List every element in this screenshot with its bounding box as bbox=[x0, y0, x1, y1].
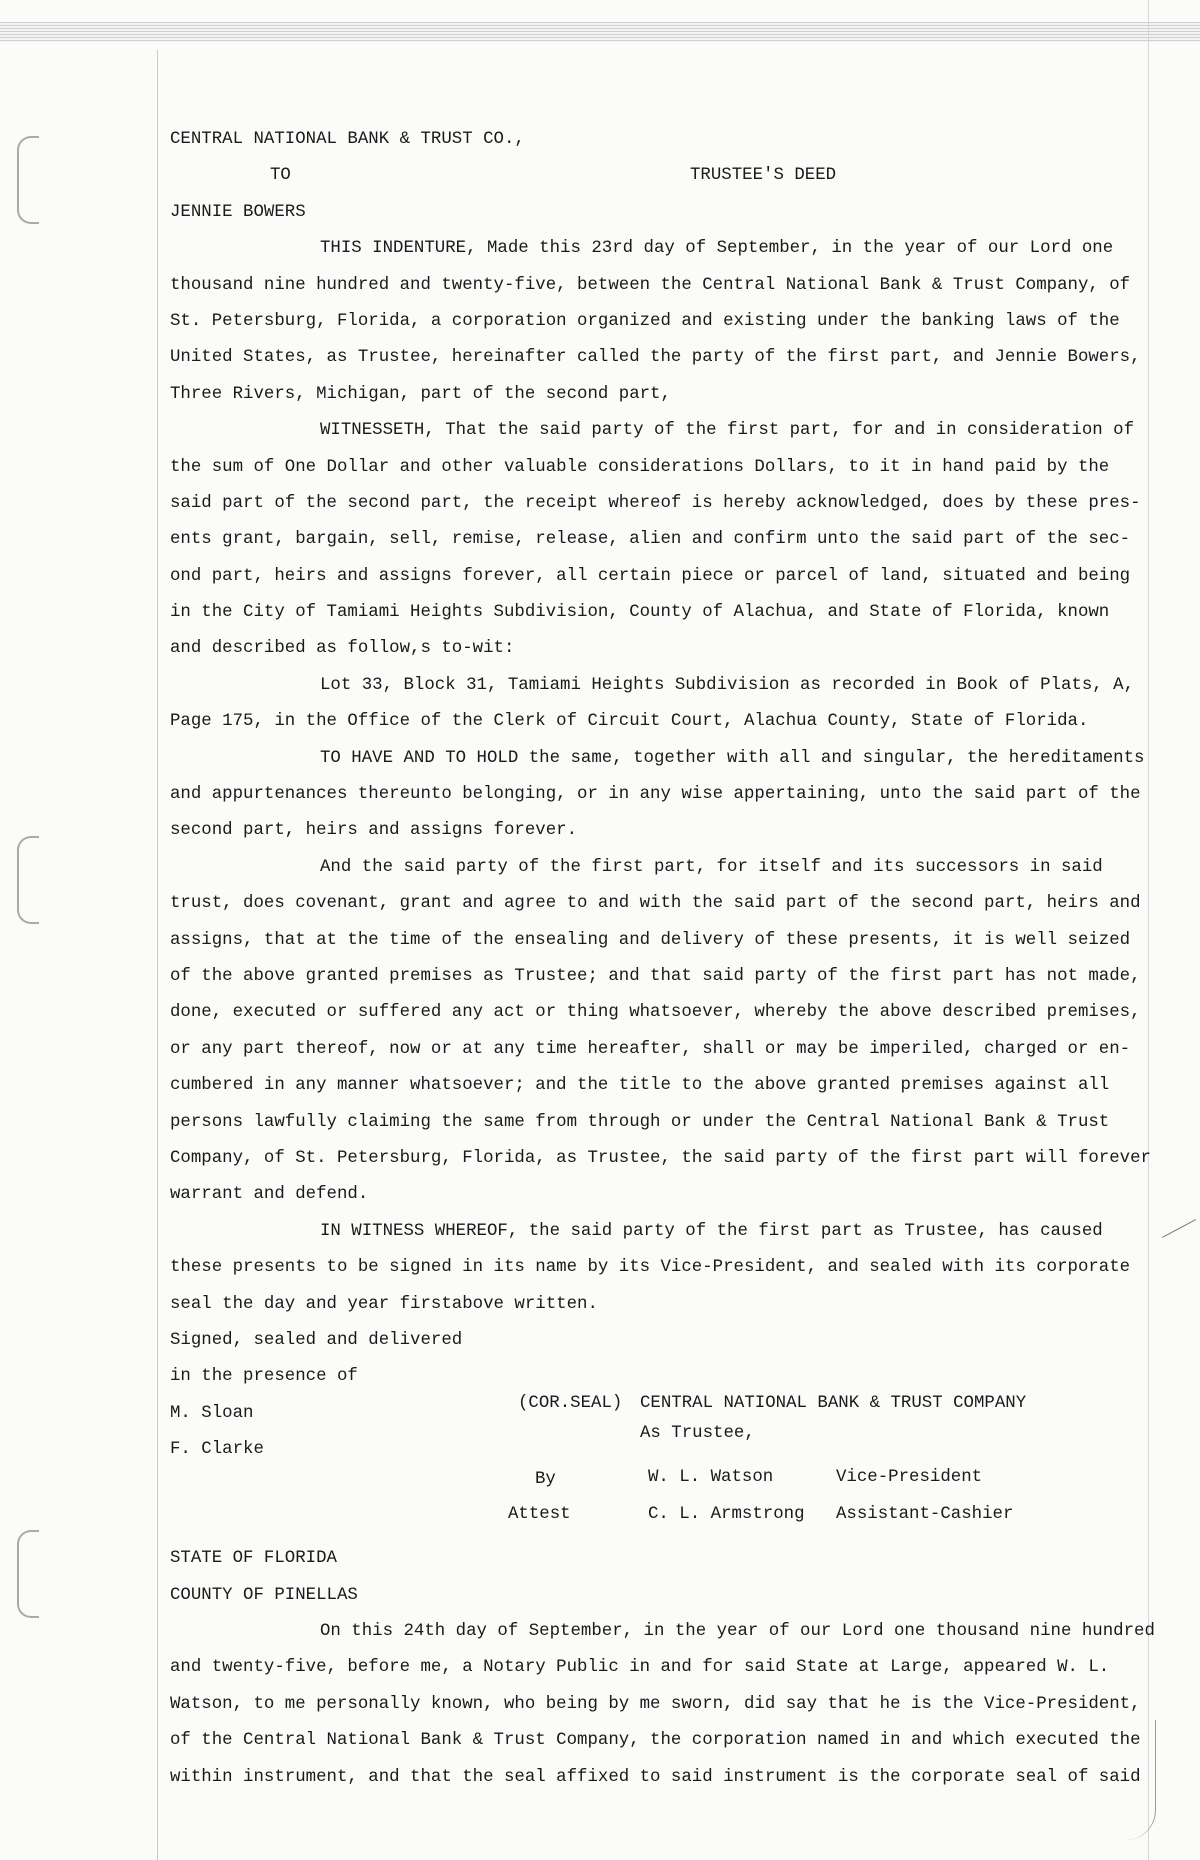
body-line: done, executed or suffered any act or thing whatsoever, whereby the above described premises, bbox=[170, 1003, 1141, 1023]
binder-hole bbox=[17, 1530, 39, 1618]
body-line: United States, as Trustee, hereinafter called the party of the first part, and Jennie Bowers, bbox=[170, 348, 1141, 368]
to-label: TO bbox=[270, 166, 291, 186]
body-line: thousand nine hundred and twenty-five, between the Central National Bank & Trust Company, of bbox=[170, 275, 1131, 295]
ack-county: COUNTY OF PINELLAS bbox=[170, 1585, 358, 1605]
body-line: And the said party of the first part, for itself and its successors in said bbox=[320, 857, 1103, 877]
body-line: trust, does covenant, grant and agree to and with the said part of the second part, heirs and bbox=[170, 894, 1141, 914]
body-line: said part of the second part, the receipt whereof is hereby acknowledged, does by these pres- bbox=[170, 493, 1141, 513]
left-margin-rule bbox=[157, 50, 158, 1860]
presence-line: in the presence of bbox=[170, 1367, 358, 1387]
deed-text bbox=[170, 122, 1155, 1796]
corporate-seal-label: (COR.SEAL) bbox=[518, 1393, 623, 1413]
body-line: WITNESSETH, That the said party of the first part, for and in consideration of bbox=[320, 421, 1135, 441]
body-line: Three Rivers, Michigan, part of the second part, bbox=[170, 384, 671, 404]
body-line: second part, heirs and assigns forever. bbox=[170, 821, 578, 841]
signer-title: Vice-President bbox=[836, 1468, 983, 1488]
ack-line: of the Central National Bank & Trust Company, the corporation named in and which executed the bbox=[170, 1731, 1141, 1751]
body-line: THIS INDENTURE, Made this 23rd day of September, in the year of our Lord one bbox=[320, 239, 1114, 259]
body-line: warrant and defend. bbox=[170, 1185, 369, 1205]
witness-name: M. Sloan bbox=[170, 1403, 254, 1423]
binder-hole bbox=[17, 136, 39, 224]
body-line: assigns, that at the time of the ensealing and delivery of these presents, it is well seized bbox=[170, 930, 1131, 950]
body-line: and described as follow,s to-wit: bbox=[170, 639, 515, 659]
ack-line: and twenty-five, before me, a Notary Public in and for said State at Large, appeared W. L. bbox=[170, 1658, 1110, 1678]
grantor-line: CENTRAL NATIONAL BANK & TRUST CO., bbox=[170, 130, 525, 149]
body-line: Page 175, in the Office of the Clerk of Circuit Court, Alachua County, State of Florida. bbox=[170, 712, 1089, 732]
company-name: CENTRAL NATIONAL BANK & TRUST COMPANY bbox=[640, 1393, 1027, 1413]
ack-state: STATE OF FLORIDA bbox=[170, 1549, 337, 1569]
body-line: of the above granted premises as Trustee; and that said party of the first part has not made, bbox=[170, 966, 1141, 986]
body-line: in the City of Tamiami Heights Subdivision, County of Alachua, and State of Florida, known bbox=[170, 603, 1110, 623]
ack-line: On this 24th day of September, in the year of our Lord one thousand nine hundred bbox=[320, 1622, 1155, 1642]
pencil-tick-mark bbox=[1162, 1219, 1196, 1238]
body-line: Company, of St. Petersburg, Florida, as Trustee, the said party of the first part will forever bbox=[170, 1148, 1151, 1168]
signed-line: Signed, sealed and delivered bbox=[170, 1330, 463, 1350]
body-line: and appurtenances thereunto belonging, or in any wise appertaining, unto the said part of the bbox=[170, 785, 1141, 805]
signer-name: C. L. Armstrong bbox=[648, 1504, 805, 1524]
body-line: cumbered in any manner whatsoever; and the title to the above granted premises against all bbox=[170, 1076, 1110, 1096]
ack-line: within instrument, and that the seal affixed to said instrument is the corporate seal of said bbox=[170, 1767, 1141, 1787]
witness-name: F. Clarke bbox=[170, 1440, 264, 1460]
ack-line: Watson, to me personally known, who being by me sworn, did say that he is the Vice-President, bbox=[170, 1694, 1141, 1714]
as-trustee-label: As Trustee, bbox=[640, 1424, 755, 1444]
body-line: or any part thereof, now or at any time hereafter, shall or may be imperiled, charged or en- bbox=[170, 1039, 1131, 1059]
title-line bbox=[170, 158, 1155, 194]
scan-top-band bbox=[0, 22, 1200, 42]
binder-hole bbox=[17, 836, 39, 924]
attest-label: Attest bbox=[508, 1504, 571, 1524]
signer-title: Assistant-Cashier bbox=[836, 1504, 1014, 1524]
document-title: TRUSTEE'S DEED bbox=[690, 166, 837, 186]
signature-row-4 bbox=[170, 1505, 1155, 1541]
body-line: persons lawfully claiming the same from through or under the Central National Bank & Trust bbox=[170, 1112, 1110, 1132]
body-line: seal the day and year firstabove written. bbox=[170, 1294, 598, 1314]
body-line: TO HAVE AND TO HOLD the same, together with all and singular, the hereditaments bbox=[320, 748, 1145, 768]
body-line: these presents to be signed in its name by its Vice-President, and sealed with its corporate bbox=[170, 1258, 1131, 1278]
body-line: the sum of One Dollar and other valuable considerations Dollars, to it in hand paid by the bbox=[170, 457, 1110, 477]
by-label: By bbox=[535, 1470, 556, 1490]
grantee-line: JENNIE BOWERS bbox=[170, 202, 306, 222]
body-line: ents grant, bargain, sell, remise, release, alien and confirm unto the said part of the sec- bbox=[170, 530, 1131, 550]
body-line: St. Petersburg, Florida, a corporation organized and existing under the banking laws of the bbox=[170, 311, 1120, 331]
signer-name: W. L. Watson bbox=[648, 1468, 774, 1488]
body-line: Lot 33, Block 31, Tamiami Heights Subdivision as recorded in Book of Plats, A, bbox=[320, 675, 1135, 695]
body-line: IN WITNESS WHEREOF, the said party of the first part as Trustee, has caused bbox=[320, 1221, 1103, 1241]
body-line: ond part, heirs and assigns forever, all certain piece or parcel of land, situated and being bbox=[170, 566, 1131, 586]
